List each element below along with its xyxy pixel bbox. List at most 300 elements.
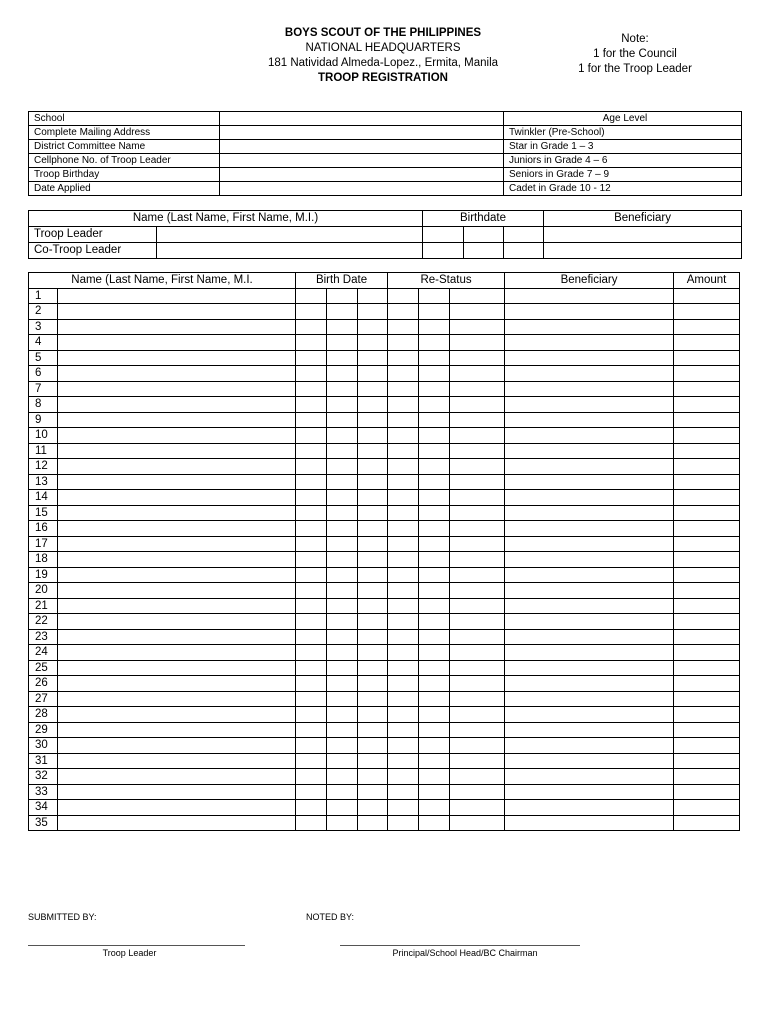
member-status-cell-2[interactable] — [419, 691, 450, 707]
principal-signature-line[interactable] — [340, 945, 580, 946]
member-status-cell-1[interactable] — [388, 459, 419, 475]
member-name-cell[interactable] — [58, 304, 296, 320]
leader-birth-month-cell[interactable] — [423, 243, 464, 259]
member-name-cell[interactable] — [58, 552, 296, 568]
member-birth-year-cell[interactable] — [358, 381, 388, 397]
member-status-cell-1[interactable] — [388, 784, 419, 800]
member-status-cell-2[interactable] — [419, 660, 450, 676]
member-birth-day-cell[interactable] — [327, 645, 358, 661]
member-status-cell-3[interactable] — [450, 319, 505, 335]
member-birth-year-cell[interactable] — [358, 769, 388, 785]
member-status-cell-2[interactable] — [419, 288, 450, 304]
member-birth-day-cell[interactable] — [327, 769, 358, 785]
info-value-address[interactable] — [220, 126, 504, 140]
member-birth-year-cell[interactable] — [358, 474, 388, 490]
member-status-cell-3[interactable] — [450, 521, 505, 537]
member-birth-month-cell[interactable] — [296, 490, 327, 506]
member-amount-cell[interactable] — [674, 412, 740, 428]
member-beneficiary-cell[interactable] — [505, 691, 674, 707]
member-status-cell-3[interactable] — [450, 288, 505, 304]
member-birth-year-cell[interactable] — [358, 412, 388, 428]
member-status-cell-3[interactable] — [450, 304, 505, 320]
member-status-cell-1[interactable] — [388, 629, 419, 645]
member-birth-month-cell[interactable] — [296, 366, 327, 382]
member-birth-month-cell[interactable] — [296, 397, 327, 413]
troop-leader-signature-line[interactable] — [28, 945, 245, 946]
member-status-cell-2[interactable] — [419, 645, 450, 661]
member-birth-month-cell[interactable] — [296, 769, 327, 785]
member-birth-day-cell[interactable] — [327, 459, 358, 475]
member-birth-month-cell[interactable] — [296, 319, 327, 335]
member-status-cell-2[interactable] — [419, 536, 450, 552]
member-status-cell-1[interactable] — [388, 521, 419, 537]
member-birth-day-cell[interactable] — [327, 738, 358, 754]
member-status-cell-1[interactable] — [388, 350, 419, 366]
member-beneficiary-cell[interactable] — [505, 490, 674, 506]
member-name-cell[interactable] — [58, 366, 296, 382]
member-status-cell-1[interactable] — [388, 598, 419, 614]
member-status-cell-3[interactable] — [450, 366, 505, 382]
member-amount-cell[interactable] — [674, 614, 740, 630]
member-status-cell-1[interactable] — [388, 490, 419, 506]
member-birth-day-cell[interactable] — [327, 614, 358, 630]
leader-birth-day-cell[interactable] — [464, 227, 504, 243]
info-value-cellphone[interactable] — [220, 154, 504, 168]
member-birth-month-cell[interactable] — [296, 381, 327, 397]
member-status-cell-3[interactable] — [450, 443, 505, 459]
member-status-cell-3[interactable] — [450, 567, 505, 583]
member-birth-year-cell[interactable] — [358, 567, 388, 583]
member-status-cell-1[interactable] — [388, 304, 419, 320]
member-status-cell-1[interactable] — [388, 288, 419, 304]
member-birth-month-cell[interactable] — [296, 614, 327, 630]
member-birth-year-cell[interactable] — [358, 676, 388, 692]
member-status-cell-2[interactable] — [419, 443, 450, 459]
member-status-cell-1[interactable] — [388, 691, 419, 707]
member-amount-cell[interactable] — [674, 583, 740, 599]
member-status-cell-1[interactable] — [388, 366, 419, 382]
member-birth-year-cell[interactable] — [358, 536, 388, 552]
member-name-cell[interactable] — [58, 397, 296, 413]
member-birth-year-cell[interactable] — [358, 304, 388, 320]
member-status-cell-2[interactable] — [419, 583, 450, 599]
member-status-cell-3[interactable] — [450, 335, 505, 351]
member-beneficiary-cell[interactable] — [505, 521, 674, 537]
member-name-cell[interactable] — [58, 319, 296, 335]
member-birth-month-cell[interactable] — [296, 629, 327, 645]
member-status-cell-1[interactable] — [388, 583, 419, 599]
member-birth-month-cell[interactable] — [296, 350, 327, 366]
member-birth-day-cell[interactable] — [327, 784, 358, 800]
member-birth-day-cell[interactable] — [327, 490, 358, 506]
member-beneficiary-cell[interactable] — [505, 459, 674, 475]
member-status-cell-3[interactable] — [450, 490, 505, 506]
member-birth-year-cell[interactable] — [358, 350, 388, 366]
member-beneficiary-cell[interactable] — [505, 800, 674, 816]
member-birth-day-cell[interactable] — [327, 660, 358, 676]
member-beneficiary-cell[interactable] — [505, 443, 674, 459]
member-birth-year-cell[interactable] — [358, 583, 388, 599]
member-status-cell-1[interactable] — [388, 815, 419, 831]
member-birth-year-cell[interactable] — [358, 738, 388, 754]
leader-name-cell[interactable] — [157, 227, 423, 243]
member-name-cell[interactable] — [58, 505, 296, 521]
member-beneficiary-cell[interactable] — [505, 366, 674, 382]
member-status-cell-3[interactable] — [450, 707, 505, 723]
member-status-cell-2[interactable] — [419, 381, 450, 397]
member-birth-day-cell[interactable] — [327, 567, 358, 583]
member-birth-year-cell[interactable] — [358, 629, 388, 645]
member-birth-day-cell[interactable] — [327, 707, 358, 723]
member-name-cell[interactable] — [58, 335, 296, 351]
leader-birth-month-cell[interactable] — [423, 227, 464, 243]
member-beneficiary-cell[interactable] — [505, 614, 674, 630]
member-status-cell-2[interactable] — [419, 769, 450, 785]
member-amount-cell[interactable] — [674, 800, 740, 816]
member-birth-day-cell[interactable] — [327, 366, 358, 382]
member-status-cell-1[interactable] — [388, 567, 419, 583]
member-amount-cell[interactable] — [674, 660, 740, 676]
member-birth-day-cell[interactable] — [327, 815, 358, 831]
member-beneficiary-cell[interactable] — [505, 304, 674, 320]
member-status-cell-1[interactable] — [388, 552, 419, 568]
member-status-cell-2[interactable] — [419, 335, 450, 351]
member-name-cell[interactable] — [58, 474, 296, 490]
member-status-cell-3[interactable] — [450, 629, 505, 645]
member-birth-month-cell[interactable] — [296, 660, 327, 676]
member-beneficiary-cell[interactable] — [505, 505, 674, 521]
member-status-cell-3[interactable] — [450, 800, 505, 816]
member-amount-cell[interactable] — [674, 552, 740, 568]
member-birth-year-cell[interactable] — [358, 691, 388, 707]
member-beneficiary-cell[interactable] — [505, 428, 674, 444]
member-status-cell-2[interactable] — [419, 815, 450, 831]
info-value-troop-birthday[interactable] — [220, 168, 504, 182]
member-birth-day-cell[interactable] — [327, 319, 358, 335]
member-status-cell-2[interactable] — [419, 428, 450, 444]
leader-name-cell[interactable] — [157, 243, 423, 259]
member-amount-cell[interactable] — [674, 598, 740, 614]
member-amount-cell[interactable] — [674, 319, 740, 335]
member-birth-day-cell[interactable] — [327, 335, 358, 351]
member-status-cell-3[interactable] — [450, 428, 505, 444]
member-status-cell-3[interactable] — [450, 583, 505, 599]
member-amount-cell[interactable] — [674, 474, 740, 490]
member-status-cell-1[interactable] — [388, 707, 419, 723]
member-birth-year-cell[interactable] — [358, 598, 388, 614]
member-beneficiary-cell[interactable] — [505, 676, 674, 692]
member-amount-cell[interactable] — [674, 304, 740, 320]
member-status-cell-2[interactable] — [419, 304, 450, 320]
member-status-cell-2[interactable] — [419, 722, 450, 738]
member-status-cell-1[interactable] — [388, 769, 419, 785]
member-name-cell[interactable] — [58, 660, 296, 676]
member-name-cell[interactable] — [58, 567, 296, 583]
member-amount-cell[interactable] — [674, 490, 740, 506]
member-birth-year-cell[interactable] — [358, 459, 388, 475]
member-name-cell[interactable] — [58, 722, 296, 738]
member-status-cell-2[interactable] — [419, 614, 450, 630]
member-beneficiary-cell[interactable] — [505, 660, 674, 676]
member-birth-day-cell[interactable] — [327, 350, 358, 366]
member-birth-month-cell[interactable] — [296, 428, 327, 444]
member-beneficiary-cell[interactable] — [505, 288, 674, 304]
member-name-cell[interactable] — [58, 598, 296, 614]
member-amount-cell[interactable] — [674, 567, 740, 583]
member-status-cell-3[interactable] — [450, 645, 505, 661]
member-amount-cell[interactable] — [674, 443, 740, 459]
member-status-cell-3[interactable] — [450, 459, 505, 475]
member-birth-month-cell[interactable] — [296, 784, 327, 800]
leader-birth-day-cell[interactable] — [464, 243, 504, 259]
member-status-cell-1[interactable] — [388, 645, 419, 661]
member-status-cell-3[interactable] — [450, 738, 505, 754]
member-birth-month-cell[interactable] — [296, 800, 327, 816]
member-birth-day-cell[interactable] — [327, 412, 358, 428]
member-birth-month-cell[interactable] — [296, 738, 327, 754]
member-birth-day-cell[interactable] — [327, 428, 358, 444]
member-status-cell-1[interactable] — [388, 738, 419, 754]
member-birth-month-cell[interactable] — [296, 567, 327, 583]
member-status-cell-2[interactable] — [419, 366, 450, 382]
member-status-cell-3[interactable] — [450, 676, 505, 692]
member-birth-year-cell[interactable] — [358, 645, 388, 661]
member-status-cell-3[interactable] — [450, 536, 505, 552]
member-beneficiary-cell[interactable] — [505, 769, 674, 785]
member-status-cell-3[interactable] — [450, 614, 505, 630]
member-beneficiary-cell[interactable] — [505, 567, 674, 583]
member-birth-day-cell[interactable] — [327, 304, 358, 320]
member-status-cell-1[interactable] — [388, 800, 419, 816]
member-status-cell-3[interactable] — [450, 397, 505, 413]
member-status-cell-1[interactable] — [388, 722, 419, 738]
member-name-cell[interactable] — [58, 769, 296, 785]
member-birth-year-cell[interactable] — [358, 397, 388, 413]
member-birth-month-cell[interactable] — [296, 598, 327, 614]
member-birth-year-cell[interactable] — [358, 505, 388, 521]
member-status-cell-2[interactable] — [419, 459, 450, 475]
member-birth-month-cell[interactable] — [296, 583, 327, 599]
member-name-cell[interactable] — [58, 676, 296, 692]
member-birth-month-cell[interactable] — [296, 474, 327, 490]
member-beneficiary-cell[interactable] — [505, 753, 674, 769]
member-name-cell[interactable] — [58, 645, 296, 661]
info-value-district[interactable] — [220, 140, 504, 154]
member-birth-day-cell[interactable] — [327, 629, 358, 645]
member-amount-cell[interactable] — [674, 722, 740, 738]
member-birth-day-cell[interactable] — [327, 381, 358, 397]
member-amount-cell[interactable] — [674, 335, 740, 351]
member-status-cell-3[interactable] — [450, 815, 505, 831]
member-name-cell[interactable] — [58, 691, 296, 707]
member-beneficiary-cell[interactable] — [505, 474, 674, 490]
member-status-cell-1[interactable] — [388, 412, 419, 428]
member-status-cell-3[interactable] — [450, 784, 505, 800]
member-status-cell-3[interactable] — [450, 722, 505, 738]
member-birth-month-cell[interactable] — [296, 815, 327, 831]
member-status-cell-1[interactable] — [388, 676, 419, 692]
member-birth-day-cell[interactable] — [327, 397, 358, 413]
member-status-cell-2[interactable] — [419, 319, 450, 335]
member-status-cell-2[interactable] — [419, 629, 450, 645]
member-status-cell-2[interactable] — [419, 598, 450, 614]
member-beneficiary-cell[interactable] — [505, 738, 674, 754]
member-amount-cell[interactable] — [674, 397, 740, 413]
member-birth-day-cell[interactable] — [327, 800, 358, 816]
member-status-cell-3[interactable] — [450, 691, 505, 707]
member-name-cell[interactable] — [58, 350, 296, 366]
member-birth-year-cell[interactable] — [358, 335, 388, 351]
member-beneficiary-cell[interactable] — [505, 319, 674, 335]
member-status-cell-1[interactable] — [388, 474, 419, 490]
member-amount-cell[interactable] — [674, 738, 740, 754]
member-birth-month-cell[interactable] — [296, 335, 327, 351]
member-birth-year-cell[interactable] — [358, 614, 388, 630]
member-status-cell-3[interactable] — [450, 412, 505, 428]
member-amount-cell[interactable] — [674, 815, 740, 831]
member-status-cell-2[interactable] — [419, 521, 450, 537]
member-beneficiary-cell[interactable] — [505, 645, 674, 661]
member-status-cell-2[interactable] — [419, 784, 450, 800]
info-value-date-applied[interactable] — [220, 182, 504, 196]
member-amount-cell[interactable] — [674, 521, 740, 537]
member-birth-month-cell[interactable] — [296, 707, 327, 723]
leader-birth-year-cell[interactable] — [504, 227, 544, 243]
member-name-cell[interactable] — [58, 459, 296, 475]
member-beneficiary-cell[interactable] — [505, 381, 674, 397]
member-birth-year-cell[interactable] — [358, 366, 388, 382]
member-birth-day-cell[interactable] — [327, 505, 358, 521]
member-beneficiary-cell[interactable] — [505, 552, 674, 568]
member-birth-month-cell[interactable] — [296, 676, 327, 692]
member-birth-day-cell[interactable] — [327, 536, 358, 552]
member-status-cell-2[interactable] — [419, 552, 450, 568]
member-status-cell-1[interactable] — [388, 319, 419, 335]
member-amount-cell[interactable] — [674, 381, 740, 397]
member-birth-year-cell[interactable] — [358, 660, 388, 676]
member-amount-cell[interactable] — [674, 676, 740, 692]
member-birth-month-cell[interactable] — [296, 412, 327, 428]
member-birth-year-cell[interactable] — [358, 319, 388, 335]
member-birth-day-cell[interactable] — [327, 753, 358, 769]
member-birth-year-cell[interactable] — [358, 288, 388, 304]
member-birth-year-cell[interactable] — [358, 800, 388, 816]
member-status-cell-1[interactable] — [388, 335, 419, 351]
member-birth-month-cell[interactable] — [296, 505, 327, 521]
member-beneficiary-cell[interactable] — [505, 707, 674, 723]
member-status-cell-2[interactable] — [419, 474, 450, 490]
member-status-cell-1[interactable] — [388, 614, 419, 630]
member-name-cell[interactable] — [58, 381, 296, 397]
member-birth-day-cell[interactable] — [327, 598, 358, 614]
member-birth-month-cell[interactable] — [296, 521, 327, 537]
member-amount-cell[interactable] — [674, 288, 740, 304]
member-beneficiary-cell[interactable] — [505, 583, 674, 599]
member-birth-day-cell[interactable] — [327, 552, 358, 568]
member-status-cell-1[interactable] — [388, 397, 419, 413]
member-beneficiary-cell[interactable] — [505, 784, 674, 800]
member-amount-cell[interactable] — [674, 784, 740, 800]
member-name-cell[interactable] — [58, 536, 296, 552]
member-status-cell-2[interactable] — [419, 800, 450, 816]
member-amount-cell[interactable] — [674, 707, 740, 723]
member-beneficiary-cell[interactable] — [505, 536, 674, 552]
member-status-cell-1[interactable] — [388, 381, 419, 397]
member-status-cell-3[interactable] — [450, 505, 505, 521]
member-birth-month-cell[interactable] — [296, 304, 327, 320]
member-birth-day-cell[interactable] — [327, 521, 358, 537]
member-birth-year-cell[interactable] — [358, 753, 388, 769]
member-birth-month-cell[interactable] — [296, 288, 327, 304]
member-name-cell[interactable] — [58, 490, 296, 506]
member-birth-year-cell[interactable] — [358, 552, 388, 568]
member-birth-year-cell[interactable] — [358, 722, 388, 738]
member-status-cell-2[interactable] — [419, 350, 450, 366]
info-value-school[interactable] — [220, 112, 504, 126]
member-status-cell-2[interactable] — [419, 412, 450, 428]
member-beneficiary-cell[interactable] — [505, 412, 674, 428]
member-amount-cell[interactable] — [674, 691, 740, 707]
member-status-cell-3[interactable] — [450, 753, 505, 769]
member-birth-month-cell[interactable] — [296, 552, 327, 568]
member-beneficiary-cell[interactable] — [505, 397, 674, 413]
member-name-cell[interactable] — [58, 288, 296, 304]
member-birth-day-cell[interactable] — [327, 583, 358, 599]
member-beneficiary-cell[interactable] — [505, 350, 674, 366]
member-status-cell-1[interactable] — [388, 443, 419, 459]
member-name-cell[interactable] — [58, 800, 296, 816]
member-status-cell-2[interactable] — [419, 753, 450, 769]
member-amount-cell[interactable] — [674, 536, 740, 552]
member-birth-day-cell[interactable] — [327, 676, 358, 692]
member-birth-month-cell[interactable] — [296, 645, 327, 661]
member-beneficiary-cell[interactable] — [505, 629, 674, 645]
member-name-cell[interactable] — [58, 521, 296, 537]
member-status-cell-2[interactable] — [419, 490, 450, 506]
member-amount-cell[interactable] — [674, 769, 740, 785]
member-amount-cell[interactable] — [674, 645, 740, 661]
leader-birth-year-cell[interactable] — [504, 243, 544, 259]
member-status-cell-3[interactable] — [450, 769, 505, 785]
member-amount-cell[interactable] — [674, 753, 740, 769]
member-amount-cell[interactable] — [674, 428, 740, 444]
member-birth-month-cell[interactable] — [296, 753, 327, 769]
member-status-cell-2[interactable] — [419, 707, 450, 723]
member-birth-year-cell[interactable] — [358, 443, 388, 459]
member-name-cell[interactable] — [58, 412, 296, 428]
member-beneficiary-cell[interactable] — [505, 815, 674, 831]
member-birth-day-cell[interactable] — [327, 443, 358, 459]
member-birth-month-cell[interactable] — [296, 722, 327, 738]
member-name-cell[interactable] — [58, 753, 296, 769]
member-beneficiary-cell[interactable] — [505, 335, 674, 351]
member-status-cell-3[interactable] — [450, 350, 505, 366]
member-birth-day-cell[interactable] — [327, 722, 358, 738]
member-birth-year-cell[interactable] — [358, 815, 388, 831]
member-amount-cell[interactable] — [674, 629, 740, 645]
member-birth-day-cell[interactable] — [327, 288, 358, 304]
member-status-cell-1[interactable] — [388, 428, 419, 444]
member-status-cell-3[interactable] — [450, 660, 505, 676]
member-status-cell-2[interactable] — [419, 567, 450, 583]
member-name-cell[interactable] — [58, 784, 296, 800]
member-name-cell[interactable] — [58, 707, 296, 723]
member-status-cell-1[interactable] — [388, 505, 419, 521]
member-status-cell-3[interactable] — [450, 552, 505, 568]
member-name-cell[interactable] — [58, 629, 296, 645]
member-birth-day-cell[interactable] — [327, 474, 358, 490]
member-status-cell-2[interactable] — [419, 738, 450, 754]
